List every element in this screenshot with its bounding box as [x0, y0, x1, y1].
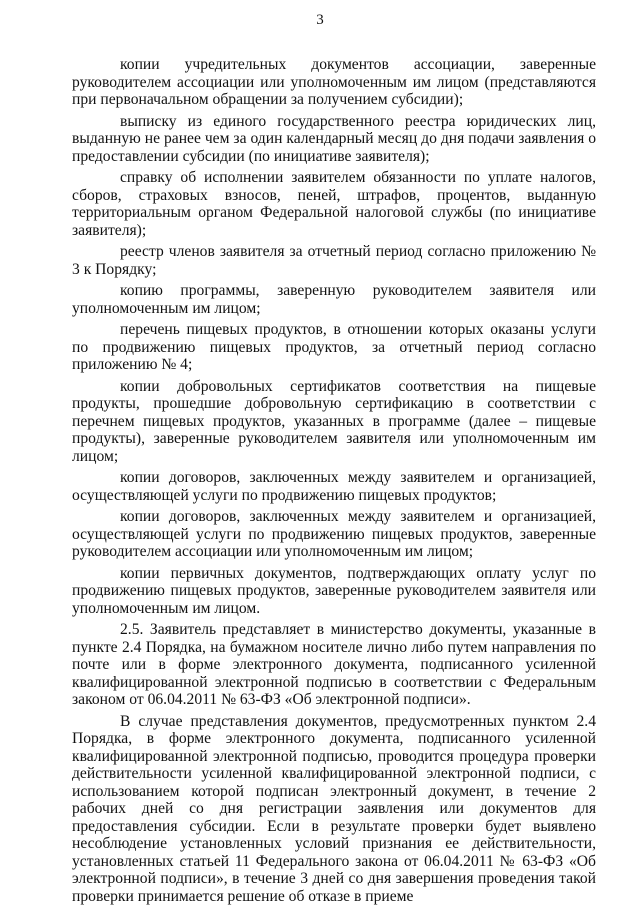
- document-body: [72, 56, 596, 905]
- paragraph: реестр членов заявителя за отчетный период согласно приложению № 3 к Порядку;: [72, 243, 596, 278]
- paragraph: копии учредительных документов ассоциации, заверенные руководителем ассоциации или уполномоченным им лицом (представляются при первоначальном обращении за получением субсидии);: [72, 56, 596, 108]
- paragraph: копию программы, заверенную руководителем заявителя или уполномоченным им лицом;: [72, 282, 596, 317]
- paragraph: справку об исполнении заявителем обязанности по уплате налогов, сборов, страховых взносов, пеней, штрафов, процентов, выданную территориальным органом Федеральной налоговой службы (по инициативе заявителя);: [72, 169, 596, 239]
- paragraph: В случае представления документов, предусмотренных пунктом 2.4 Порядка, в форме электронного документа, подписанного усиленной квалифицированной электронной подписью, проводится процедура проверки действительности усиленной квалифицированной электронной подписи, с использованием которой подписан электронный документ, в течение 2 рабочих дней со дня регистрации заявления или документов для предоставления субсидии. Если в результате проверки будет выявлено несоблюдение установленных условий признания ее действительности, установленных статьей 11 Федерального закона от 06.04.2011 № 63-ФЗ «Об электронной подписи», в течение 3 дней со дня завершения проведения такой проверки принимается решение об отказе в приеме: [72, 712, 596, 905]
- paragraph: выписку из единого государственного реестра юридических лиц, выданную не ранее чем за один календарный месяц до дня подачи заявления о предоставлении субсидии (по инициативе заявителя);: [72, 112, 596, 165]
- page-number: 3: [316, 12, 324, 28]
- paragraph: копии первичных документов, подтверждающих оплату услуг по продвижению пищевых продуктов, заверенные руководителем заявителя или уполномоченным им лицом.: [72, 564, 596, 617]
- paragraph: 2.5. Заявитель представляет в министерство документы, указанные в пункте 2.4 Порядка, на бумажном носителе лично либо путем направления по почте или в форме электронного документа, подписанного усиленной квалифицированной электронной подписью в соответствии с Федеральным законом от 06.04.2011 № 63-ФЗ «Об электронной подписи».: [72, 621, 596, 708]
- paragraph: копии добровольных сертификатов соответствия на пищевые продукты, прошедшие добровольную сертификацию в соответствии с перечнем пищевых продуктов, указанных в программе (далее – пищевые продукты), заверенные руководителем заявителя или уполномоченным им лицом;: [72, 377, 596, 465]
- paragraph: копии договоров, заключенных между заявителем и организацией, осуществляющей услуги по продвижению пищевых продуктов, заверенные руководителем ассоциации или уполномоченным им лицом;: [72, 508, 596, 560]
- paragraph: копии договоров, заключенных между заявителем и организацией, осуществляющей услуги по продвижению пищевых продуктов;: [72, 469, 596, 504]
- paragraph: перечень пищевых продуктов, в отношении которых оказаны услуги по продвижению пищевых продуктов, за отчетный период согласно приложению № 4;: [72, 321, 596, 373]
